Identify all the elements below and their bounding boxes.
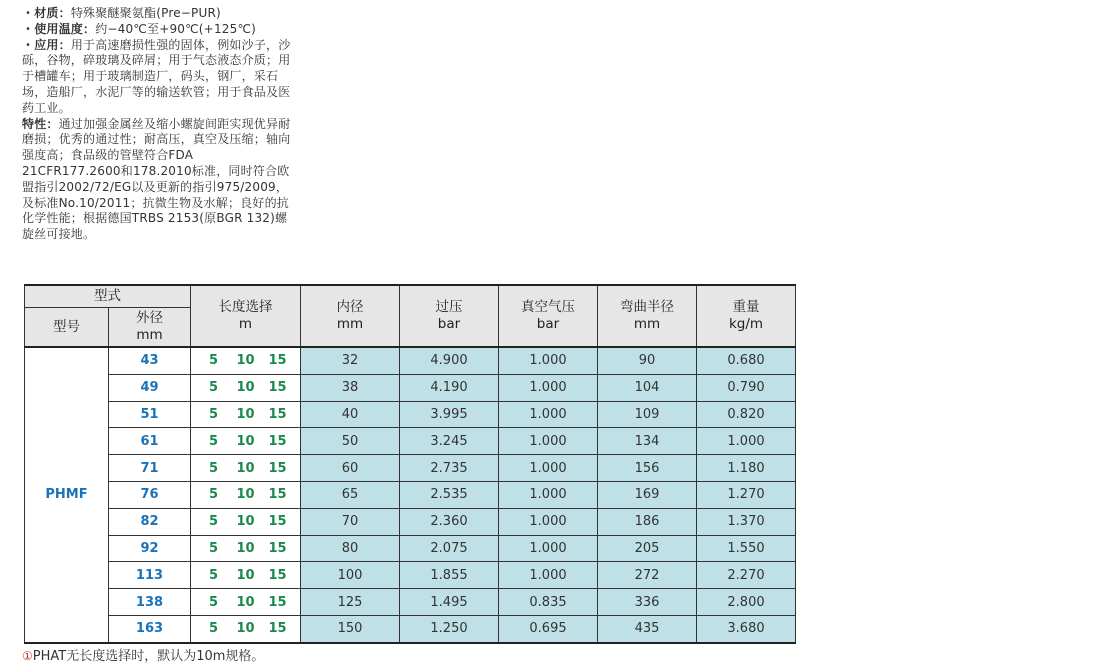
length-option: 10 (236, 567, 255, 583)
table-row (25, 589, 796, 616)
spec-table (24, 284, 796, 644)
table-row (25, 535, 796, 562)
length-options-cell (191, 374, 301, 401)
material-line: ・材质：特殊聚醚聚氨酯(Pre−PUR) (22, 6, 221, 20)
table-row (25, 481, 796, 508)
length-option: 10 (236, 380, 255, 396)
header-length: 长度选择 m (191, 285, 301, 347)
length-option: 5 (208, 353, 219, 369)
pressure-cell: 4.900 (400, 347, 499, 374)
pressure-cell: 1.855 (400, 562, 499, 589)
length-options-cell (191, 562, 301, 589)
length-option: 10 (236, 594, 255, 610)
length-option: 5 (208, 487, 219, 503)
table-row (25, 347, 796, 374)
length-options-cell (191, 615, 301, 642)
outer-diameter-cell: 71 (109, 455, 191, 482)
length-option: 10 (236, 514, 255, 530)
header-bend-radius: 弯曲半径 mm (598, 285, 697, 347)
id-cell: 80 (301, 535, 400, 562)
id-cell: 40 (301, 401, 400, 428)
outer-diameter-cell: 76 (109, 481, 191, 508)
table-row (25, 401, 796, 428)
length-option: 15 (268, 621, 287, 637)
length-option: 5 (208, 621, 219, 637)
pressure-cell: 1.250 (400, 615, 499, 642)
id-cell: 65 (301, 481, 400, 508)
header-outer-diameter: 外径 mm (109, 308, 191, 348)
weight-cell: 1.370 (697, 508, 796, 535)
outer-diameter-cell: 82 (109, 508, 191, 535)
pressure-cell: 2.735 (400, 455, 499, 482)
vacuum-cell: 0.835 (499, 589, 598, 616)
pressure-cell: 3.245 (400, 428, 499, 455)
weight-cell: 0.680 (697, 347, 796, 374)
length-option: 15 (268, 460, 287, 476)
bend-cell: 134 (598, 428, 697, 455)
table-row (25, 428, 796, 455)
vacuum-cell: 1.000 (499, 374, 598, 401)
vacuum-cell: 0.695 (499, 615, 598, 642)
table-row (25, 374, 796, 401)
length-option: 5 (208, 460, 219, 476)
pressure-cell: 4.190 (400, 374, 499, 401)
length-option: 15 (268, 540, 287, 556)
weight-cell: 0.790 (697, 374, 796, 401)
length-option: 5 (208, 567, 219, 583)
vacuum-cell: 1.000 (499, 455, 598, 482)
length-options-cell (191, 401, 301, 428)
weight-cell: 1.000 (697, 428, 796, 455)
id-cell: 38 (301, 374, 400, 401)
bend-cell: 109 (598, 401, 697, 428)
length-option: 10 (236, 460, 255, 476)
length-options-cell (191, 589, 301, 616)
header-type-group: 型式 (25, 285, 191, 308)
bend-cell: 156 (598, 455, 697, 482)
length-option: 15 (268, 487, 287, 503)
note-text: PHAT无长度选择时，默认为10m规格。 (32, 649, 265, 664)
vacuum-cell: 1.000 (499, 535, 598, 562)
length-option: 10 (236, 621, 255, 637)
bend-cell: 186 (598, 508, 697, 535)
table-row (25, 615, 796, 642)
id-cell: 32 (301, 347, 400, 374)
length-options-cell (191, 535, 301, 562)
length-option: 15 (268, 567, 287, 583)
length-option: 10 (236, 433, 255, 449)
outer-diameter-cell: 113 (109, 562, 191, 589)
table-row (25, 562, 796, 589)
temperature-line: ・使用温度：约−40℃至+90℃(+125℃) (22, 21, 257, 36)
header-weight: 重量 kg/m (697, 285, 796, 347)
pressure-cell: 3.995 (400, 401, 499, 428)
outer-diameter-cell: 49 (109, 374, 191, 401)
length-option: 15 (268, 380, 287, 396)
weight-cell: 2.800 (697, 589, 796, 616)
weight-cell: 3.680 (697, 615, 796, 642)
length-option: 10 (236, 353, 255, 369)
length-option: 15 (268, 406, 287, 422)
outer-diameter-cell: 43 (109, 347, 191, 374)
length-option: 5 (208, 406, 219, 422)
id-cell: 60 (301, 455, 400, 482)
vacuum-cell: 1.000 (499, 508, 598, 535)
vacuum-cell: 1.000 (499, 562, 598, 589)
weight-cell: 0.820 (697, 401, 796, 428)
bend-cell: 272 (598, 562, 697, 589)
spec-table-body (25, 347, 796, 643)
outer-diameter-cell: 163 (109, 615, 191, 642)
weight-cell: 1.550 (697, 535, 796, 562)
length-option: 5 (208, 594, 219, 610)
vacuum-cell: 1.000 (499, 428, 598, 455)
bend-cell: 169 (598, 481, 697, 508)
bend-cell: 90 (598, 347, 697, 374)
length-option: 10 (236, 487, 255, 503)
id-cell: 70 (301, 508, 400, 535)
length-option: 10 (236, 540, 255, 556)
length-option: 5 (208, 514, 219, 530)
note-mark: ① (22, 649, 33, 663)
vacuum-cell: 1.000 (499, 401, 598, 428)
weight-cell: 1.270 (697, 481, 796, 508)
length-option: 15 (268, 594, 287, 610)
table-row (25, 455, 796, 482)
length-option: 5 (208, 380, 219, 396)
length-options-cell (191, 508, 301, 535)
id-cell: 150 (301, 615, 400, 642)
outer-diameter-cell: 51 (109, 401, 191, 428)
pressure-cell: 2.535 (400, 481, 499, 508)
length-option: 15 (268, 514, 287, 530)
bend-cell: 205 (598, 535, 697, 562)
length-options-cell (191, 428, 301, 455)
pressure-cell: 2.360 (400, 508, 499, 535)
product-description (22, 6, 292, 243)
length-option: 5 (208, 433, 219, 449)
length-option: 15 (268, 433, 287, 449)
weight-cell: 2.270 (697, 562, 796, 589)
features-line: 特性：通过加强金属丝及缩小螺旋间距实现优异耐磨损；优秀的通过性；耐高压，真空及压缩；轴向强度高；食品级的管壁符合FDA 21CFR177.2600和178.2010标准，同时符合欧盟指引2002/72/EG以及更新的指引975/2009，及标准No.10/2011；抗微生物及水解；良好的抗化学性能；根据德国TRBS 2153(原BGR 132)螺旋丝可接地。 (22, 116, 291, 242)
id-cell: 125 (301, 589, 400, 616)
outer-diameter-cell: 92 (109, 535, 191, 562)
header-pressure: 过压 bar (400, 285, 499, 347)
application-line: ・应用：用于高速磨损性强的固体，例如沙子，沙砾，谷物，碎玻璃及碎屑；用于气态液态介质；用于槽罐车；用于玻璃制造厂，码头，钢厂，采石场，造船厂，水泥厂等的输送软管；用于食品及医药工业。 (22, 37, 291, 115)
outer-diameter-cell: 61 (109, 428, 191, 455)
pressure-cell: 1.495 (400, 589, 499, 616)
bend-cell: 336 (598, 589, 697, 616)
model-cell: PHMF (25, 347, 109, 643)
vacuum-cell: 1.000 (499, 481, 598, 508)
bend-cell: 104 (598, 374, 697, 401)
length-option: 10 (236, 406, 255, 422)
vacuum-cell: 1.000 (499, 347, 598, 374)
length-options-cell (191, 347, 301, 374)
length-options-cell (191, 455, 301, 482)
outer-diameter-cell: 138 (109, 589, 191, 616)
header-inner-diameter: 内径 mm (301, 285, 400, 347)
pressure-cell: 2.075 (400, 535, 499, 562)
header-model: 型号 (25, 308, 109, 348)
length-option: 5 (208, 540, 219, 556)
length-options-cell (191, 481, 301, 508)
footnote (22, 645, 264, 664)
bend-cell: 435 (598, 615, 697, 642)
weight-cell: 1.180 (697, 455, 796, 482)
header-vacuum: 真空气压 bar (499, 285, 598, 347)
length-option: 15 (268, 353, 287, 369)
id-cell: 100 (301, 562, 400, 589)
table-row (25, 508, 796, 535)
id-cell: 50 (301, 428, 400, 455)
